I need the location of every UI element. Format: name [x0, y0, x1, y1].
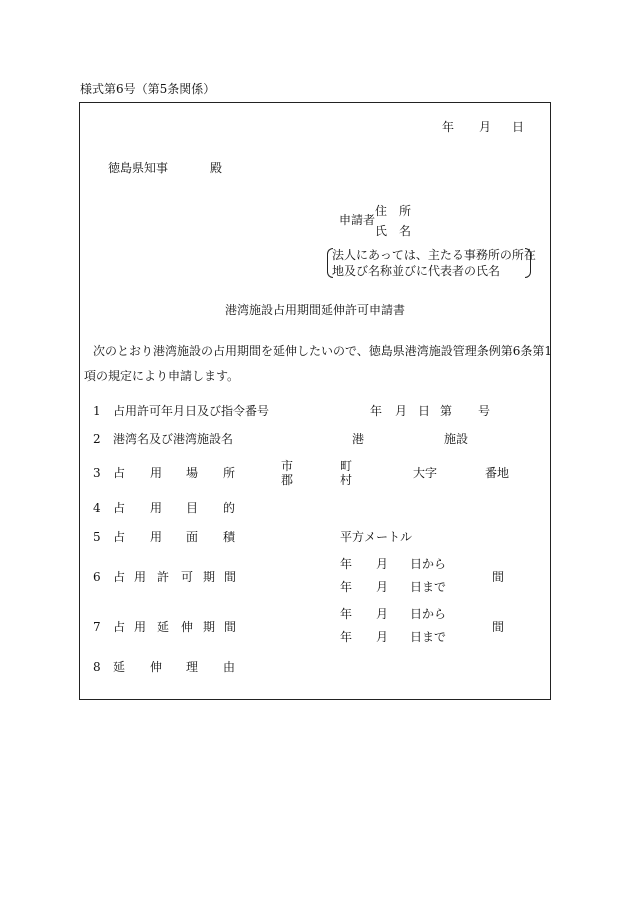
- item-5-label-char: 面: [186, 530, 199, 544]
- item-7-to-year: 年: [340, 630, 353, 644]
- item-6-number: 6: [93, 570, 101, 584]
- item-3-ooaza: 大字: [413, 466, 438, 480]
- item-7-to-month: 月: [376, 630, 389, 644]
- item-3-shi: 市: [281, 459, 294, 473]
- item-4-label-char: 占: [113, 501, 126, 515]
- item-2-facility: 施設: [444, 432, 469, 446]
- item-6-label-char: 用: [134, 570, 147, 584]
- addressee-governor: 徳島県知事: [108, 161, 169, 175]
- item-3-mura: 村: [340, 473, 353, 487]
- item-3-banchi: 番地: [485, 466, 510, 480]
- item-7-from-month: 月: [376, 607, 389, 621]
- item-6-to-day: 日まで: [410, 580, 447, 594]
- item-3-machi: 町: [340, 459, 353, 473]
- item-3-label-char: 場: [186, 466, 199, 480]
- item-6-label-char: 可: [181, 570, 194, 584]
- item-5-unit: 平方メートル: [340, 530, 413, 544]
- item-1-go: 号: [478, 404, 491, 418]
- applicant-address-label: 住 所: [375, 204, 412, 218]
- item-2-number: 2: [93, 432, 101, 446]
- item-4-label-char: 目: [186, 501, 199, 515]
- header-month-label: 月: [479, 120, 492, 134]
- item-1-day: 日: [418, 404, 431, 418]
- item-7-number: 7: [93, 620, 101, 634]
- item-8-label-char: 理: [186, 660, 199, 674]
- item-3-number: 3: [93, 466, 101, 480]
- form-number-label: 様式第6号（第5条関係）: [80, 82, 216, 96]
- corporate-note-line2: 地及び名称並びに代表者の氏名: [332, 264, 501, 278]
- item-7-span: 間: [492, 620, 505, 634]
- item-3-label-char: 用: [150, 466, 163, 480]
- item-5-label-char: 占: [113, 530, 126, 544]
- item-6-from-month: 月: [376, 557, 389, 571]
- item-7-from-day: 日から: [410, 607, 447, 621]
- item-2-port: 港: [352, 432, 365, 446]
- item-3-label-char: 占: [113, 466, 126, 480]
- item-7-label-char: 間: [224, 620, 237, 634]
- item-6-from-day: 日から: [410, 557, 447, 571]
- body-text-line1: 次のとおり港湾施設の占用期間を延伸したいので、徳島県港湾施設管理条例第6条第1: [93, 344, 553, 358]
- item-6-label-char: 占: [113, 570, 126, 584]
- item-4-label-char: 用: [150, 501, 163, 515]
- item-6-label-char: 期: [203, 570, 216, 584]
- item-5-number: 5: [93, 530, 101, 544]
- item-1-year: 年: [370, 404, 383, 418]
- item-6-to-month: 月: [376, 580, 389, 594]
- item-6-to-year: 年: [340, 580, 353, 594]
- body-text-line2: 項の規定により申請します。: [84, 369, 240, 383]
- item-5-label-char: 積: [223, 530, 236, 544]
- item-8-label-char: 伸: [150, 660, 163, 674]
- item-6-span: 間: [492, 570, 505, 584]
- item-3-gun: 郡: [281, 473, 294, 487]
- document-title: 港湾施設占用期間延伸許可申請書: [224, 303, 405, 317]
- item-8-label-char: 延: [113, 660, 126, 674]
- item-8-label-char: 由: [223, 660, 236, 674]
- item-1-number: 1: [93, 404, 101, 418]
- item-7-label-char: 用: [134, 620, 147, 634]
- item-6-label-char: 許: [157, 570, 170, 584]
- item-2-label: 港湾名及び港湾施設名: [113, 432, 234, 446]
- item-7-from-year: 年: [340, 607, 353, 621]
- applicant-name-label: 氏 名: [375, 224, 412, 238]
- item-7-label-char: 延: [157, 620, 170, 634]
- item-7-to-day: 日まで: [410, 630, 447, 644]
- form-frame: [79, 102, 551, 700]
- item-7-label-char: 伸: [181, 620, 194, 634]
- item-1-month: 月: [395, 404, 408, 418]
- header-year-label: 年: [442, 120, 455, 134]
- item-4-label-char: 的: [223, 501, 236, 515]
- item-6-label-char: 間: [224, 570, 237, 584]
- item-7-label-char: 占: [113, 620, 126, 634]
- item-1-dai: 第: [440, 404, 453, 418]
- header-day-label: 日: [512, 120, 525, 134]
- item-5-label-char: 用: [150, 530, 163, 544]
- item-1-label: 占用許可年月日及び指令番号: [113, 404, 270, 418]
- item-6-from-year: 年: [340, 557, 353, 571]
- item-4-number: 4: [93, 501, 101, 515]
- applicant-label: 申請者: [339, 213, 376, 227]
- item-8-number: 8: [93, 660, 101, 674]
- item-7-label-char: 期: [203, 620, 216, 634]
- corporate-note-line1: 法人にあっては、主たる事務所の所在: [332, 248, 536, 262]
- addressee-honorific: 殿: [210, 161, 223, 175]
- item-3-label-char: 所: [223, 466, 236, 480]
